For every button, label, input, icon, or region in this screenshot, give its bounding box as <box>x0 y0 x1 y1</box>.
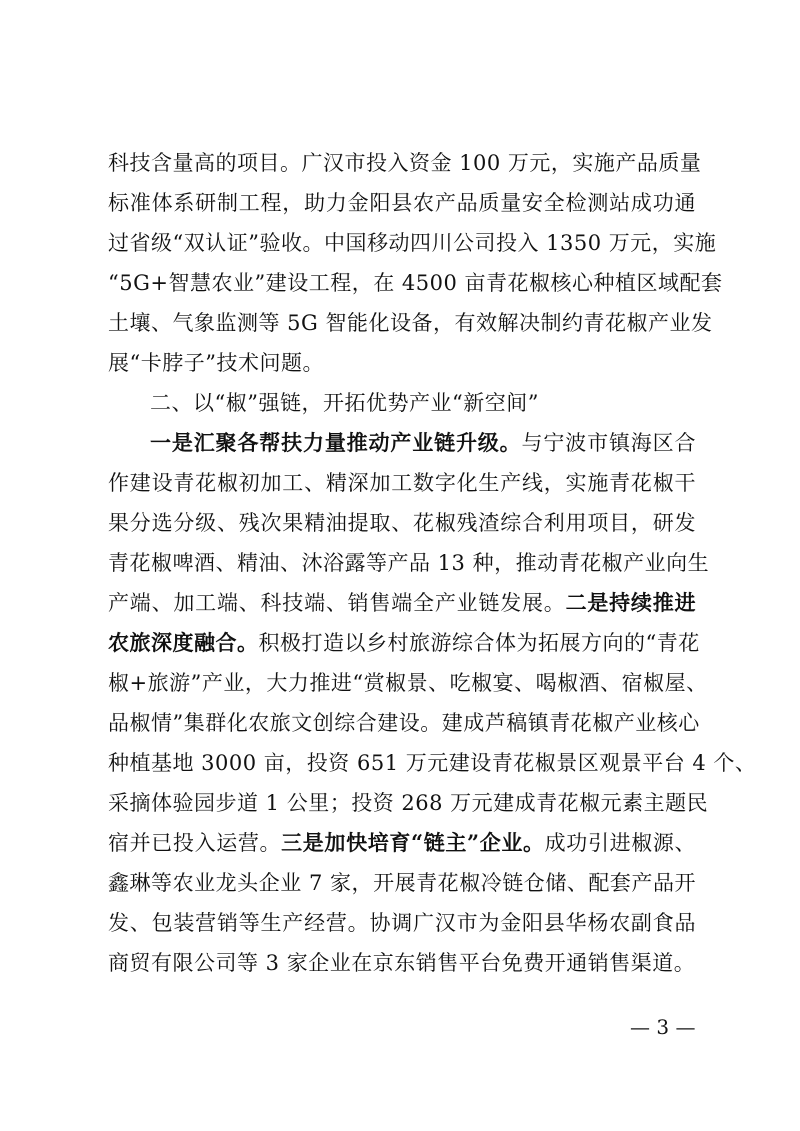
paragraph-1-line-1: 科技含量高的项目。广汉市投入资金 100 万元，实施产品质量 <box>108 151 702 175</box>
paragraph-2-line-8: 品椒情”集群化农旅文创综合建设。建成芦稿镇青花椒产业核心 <box>108 711 700 735</box>
paragraph-2-line-6-rest: 积极打造以乡村旅游综合体为拓展方向的“青花 <box>258 631 700 655</box>
paragraph-2-line-10: 采摘体验园步道 1 公里；投资 268 万元建成青花椒元素主题民 <box>108 791 709 815</box>
paragraph-1-line-4: “5G+智慧农业”建设工程，在 4500 亩青花椒核心种植区域配套 <box>108 271 723 295</box>
bold-lead-2: 二是持续推进 <box>565 590 697 615</box>
paragraph-2-line-3: 果分选分级、残次果精油提取、花椒残渣综合利用项目，研发 <box>108 511 696 535</box>
paragraph-2-line-5 <box>108 583 696 623</box>
paragraph-2-line-1-rest: 与宁波市镇海区合 <box>521 431 697 455</box>
paragraph-2-line-12: 鑫琳等农业龙头企业 7 家，开展青花椒冷链仓储、配套产品开 <box>108 871 696 895</box>
paragraph-2-line-9: 种植基地 3000 亩，投资 651 万元建设青花椒景区观景平台 4 个、 <box>108 751 757 775</box>
paragraph-2-line-11 <box>108 823 696 863</box>
paragraph-1-line-2: 标准体系研制工程，助力金阳县农产品质量安全检测站成功通 <box>108 191 696 215</box>
paragraph-1-line-6: 展“卡脖子”技术问题。 <box>108 351 324 375</box>
paragraph-2-line-13: 发、包装营销等生产经营。协调广汉市为金阳县华杨农副食品 <box>108 911 696 935</box>
paragraph-2-line-7: 椒+旅游”产业，大力推进“赏椒景、吃椒宴、喝椒酒、宿椒屋、 <box>108 671 708 695</box>
paragraph-1-line-5: 土壤、气象监测等 5G 智能化设备，有效解决制约青花椒产业发 <box>108 311 713 335</box>
paragraph-2-line-11-rest: 宿并已投入运营。 <box>108 831 282 855</box>
page-number: — 3 — <box>630 1015 696 1039</box>
paragraph-2-line-2: 作建设青花椒初加工、精深加工数字化生产线，实施青花椒干 <box>108 471 696 495</box>
paragraph-2-line-5-rest: 产端、加工端、科技端、销售端全产业链发展。 <box>108 591 566 615</box>
paragraph-2-line-4: 青花椒啤酒、精油、沐浴露等产品 13 种，推动青花椒产业向生 <box>108 551 710 575</box>
paragraph-1-line-3: 过省级“双认证”验收。中国移动四川公司投入 1350 万元，实施 <box>108 231 717 255</box>
paragraph-2-line-1 <box>150 423 696 463</box>
bold-lead-2-cont: 农旅深度融合。 <box>108 630 259 655</box>
section-heading: 二、以“椒”强链，开拓优势产业“新空间” <box>150 391 539 415</box>
paragraph-2-line-14: 商贸有限公司等 3 家企业在京东销售平台免费开通销售渠道。 <box>108 951 696 975</box>
bold-lead-3: 三是加快培育“链主”企业。 <box>281 830 545 855</box>
paragraph-2-line-11-tail: 成功引进椒源、 <box>544 831 697 855</box>
paragraph-2-line-6 <box>108 623 700 663</box>
bold-lead-1: 一是汇聚各帮扶力量推动产业链升级。 <box>150 430 522 455</box>
